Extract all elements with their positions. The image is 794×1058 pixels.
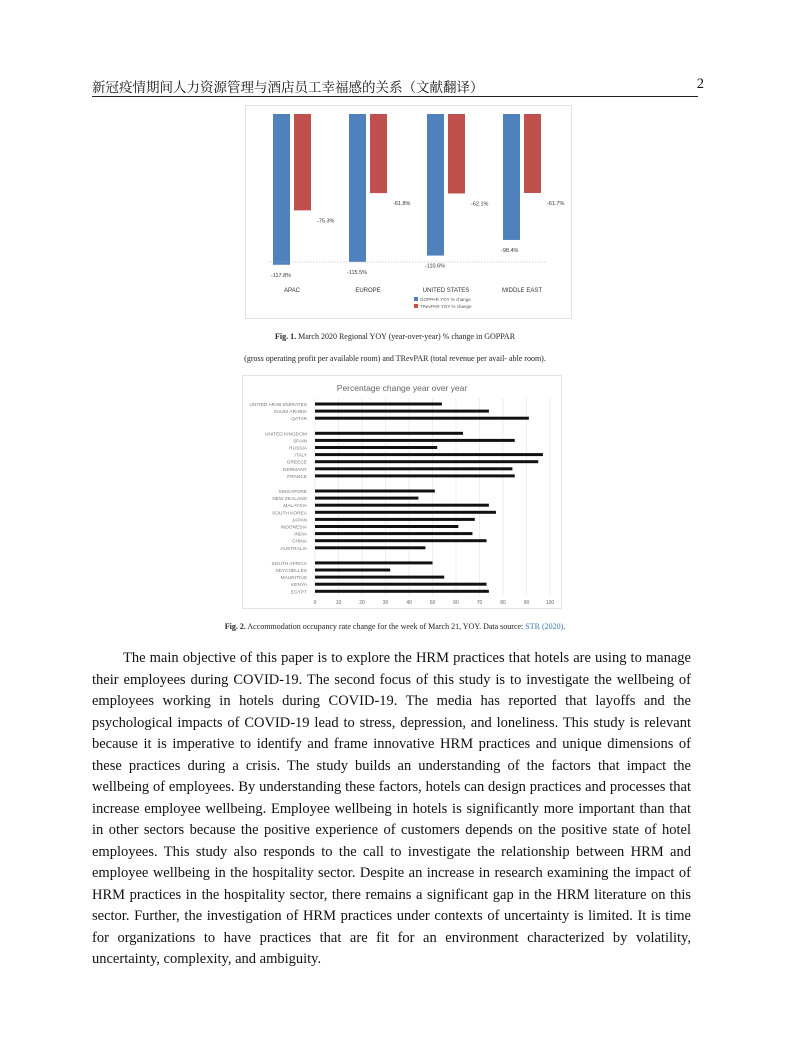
category-label: MIDDLE EAST [501,288,543,294]
page-number: 2 [696,76,704,92]
figure-2-caption [92,622,698,631]
x-tick-label: 10 [335,600,342,606]
x-tick-label: 70 [476,600,483,606]
x-tick-label: 50 [429,600,436,606]
data-label: -110.6% [425,263,446,270]
occupancy-change-chart [243,376,561,608]
figure-1-caption-line2: (gross operating profit per available room) and TRevPAR (total revenue per avail- able room). [244,354,546,363]
bar-apac-series-2 [294,114,311,210]
x-tick-label: 40 [406,600,412,606]
goppar-trevpar-chart [246,106,571,318]
data-label: -98.4% [501,247,519,254]
category-label: MALAYSIA [283,504,307,510]
body-text [92,648,691,971]
category-label: RUSSIA [289,446,307,452]
figure-2-caption-end: . [563,622,566,631]
bar-saudi-arabia [315,410,489,413]
bar-europe-series-2 [370,114,387,193]
figure-1-caption-line1 [92,332,698,341]
bar-india [315,532,472,535]
category-label: EGYPT [290,590,307,596]
category-label: AUSTRALIA [280,546,307,552]
category-label: UNITED KINGDOM [264,432,307,438]
bar-united-states-series-1 [427,114,444,256]
category-label: SAUDI ARABIA [273,410,307,416]
bar-europe-series-1 [349,114,366,262]
category-label: INDIA [294,532,307,538]
bar-united-kingdom [315,432,463,435]
body-paragraph: The main objective of this paper is to explore the HRM practices that hotels are using to manage their employees during COVID-19. The second focus of this study is to investigate the wellbeing of employees working in hotels during COVID-19. The media has reported that layoffs and the psychological impacts of COVID-19 lead to stress, depression, and loneliness. This study is relevant because it is imperative to identify and frame innovative HRM practices and unique dimensions of these practices during a crisis. The study builds an understanding of the factors that impact the wellbeing of employees. By understanding these factors, hotels can design practices and processes that increase employee wellbeing. Employee wellbeing in hotels is significantly more important than that in other sectors because the positive experience of customers depends on the positive state of hotel employees. This study also responds to the call to investigate the relationship between HRM and employee wellbeing in the hospitality sector. Despite an increase in research examining the impact of HRM practices in the hospitality sector, there remains a significant gap in the HRM literature on this sector. Further, the investigation of HRM practices under contexts of uncertainty is limited. It is time for organizations to have practices that are fit for an environment characterized by volatility, uncertainty, complexity, and ambiguity. [92,650,691,967]
bar-germany [315,467,512,470]
category-label: GREECE [286,460,307,466]
category-label: FRANCE [287,474,307,480]
figure-2-source-link[interactable]: STR (2020) [525,622,564,631]
bar-malaysia [315,504,489,507]
bar-russia [315,446,437,449]
category-label: QATAR [291,417,307,423]
bar-kenya [315,583,487,586]
running-header [92,76,704,97]
bar-united-states-series-2 [448,114,465,193]
data-label: -61.8% [393,201,411,208]
category-label: NEW ZEALAND [272,497,307,503]
category-label: SOUTH KOREA [272,511,307,517]
x-tick-label: 80 [500,600,506,606]
category-label: APAC [284,288,300,294]
category-label: MAURITIUS [280,576,307,582]
bar-middle-east-series-1 [503,114,520,240]
bar-australia [315,546,425,549]
bar-middle-east-series-2 [524,114,541,193]
bar-japan [315,518,475,521]
bar-new-zealand [315,497,418,500]
legend-swatch [414,304,418,308]
category-label: UNITED ARAB EMIRATES [249,403,307,408]
category-label: ITALY [294,453,307,459]
bar-greece [315,460,538,463]
figure-2-chart [242,375,562,609]
category-label: JAPAN [291,518,307,524]
legend-label: GOPPAR YOY % change [420,297,471,302]
bar-south-africa [315,561,433,564]
data-label: -117.8% [271,272,292,279]
bar-united-arab-emirates [315,403,442,406]
bar-seychelles [315,569,390,572]
bar-spain [315,439,515,442]
bar-france [315,474,515,477]
x-tick-label: 90 [523,600,530,606]
bar-south-korea [315,511,496,514]
x-tick-label: 20 [359,600,365,606]
bar-egypt [315,590,489,593]
legend-label: TRevPAR YOY % change [420,304,472,309]
category-label: SINGAPORE [278,490,307,495]
data-label: -75.3% [317,218,335,225]
category-label: SOUTH AFRICA [271,561,307,567]
bar-china [315,539,487,542]
figure-1-chart [245,105,572,319]
chart-title: Percentage change year over year [336,383,468,393]
x-tick-label: 0 [313,600,317,606]
x-tick-label: 30 [382,600,389,606]
legend-swatch [414,297,418,301]
category-label: SEYCHELLES [275,569,307,574]
bar-indonesia [315,525,458,528]
bar-italy [315,453,543,456]
bar-qatar [315,417,529,420]
data-label: -115.5% [347,269,368,276]
data-label: -61.7% [547,200,565,207]
x-tick-label: 60 [453,600,459,606]
category-label: GERMANY [282,467,307,473]
figure-2-caption-text: Accommodation occupancy rate change for the week of March 21, YOY. Data source: [247,622,526,631]
category-label: CHINA [292,539,307,545]
category-label: SPAIN [292,439,307,445]
category-label: UNITED STATES [422,288,470,294]
data-label: -62.1% [471,201,489,208]
figure-1-label: Fig. 1. [274,332,297,341]
bar-mauritius [315,576,444,579]
bar-singapore [315,490,435,493]
figure-2-label: Fig. 2. [224,622,246,631]
category-label: KENYA [291,583,307,589]
header-title: 新冠疫情期间人力资源管理与酒店员工幸福感的关系（文献翻译） [92,80,484,96]
figure-1-caption-text: March 2020 Regional YOY (year-over-year) % change in GOPPAR [298,332,516,341]
bar-apac-series-1 [273,114,290,265]
category-label: EUROPE [355,288,381,294]
category-label: INDONESIA [280,525,307,531]
x-tick-label: 100 [545,600,555,606]
